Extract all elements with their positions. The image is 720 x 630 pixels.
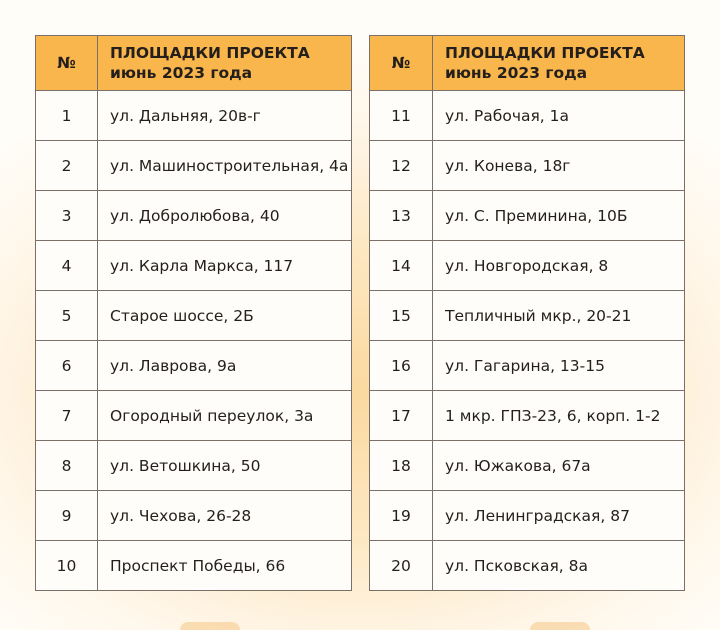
row-number: 16 — [370, 341, 433, 391]
number-column-header: № — [370, 36, 433, 91]
header-subtitle: июнь 2023 года — [110, 64, 253, 82]
header-title: ПЛОЩАДКИ ПРОЕКТА — [445, 44, 645, 62]
table-row — [36, 141, 352, 191]
table-row — [36, 241, 352, 291]
row-number: 6 — [36, 341, 98, 391]
table-row — [36, 291, 352, 341]
table-row — [370, 391, 685, 441]
row-number: 18 — [370, 441, 433, 491]
table-row — [370, 291, 685, 341]
site-address: Старое шоссе, 2Б — [98, 291, 352, 341]
site-address: ул. Новгородская, 8 — [433, 241, 685, 291]
header-subtitle: июнь 2023 года — [445, 64, 588, 82]
site-address: Огородный переулок, 3а — [98, 391, 352, 441]
table-row — [370, 91, 685, 141]
site-address: ул. Южакова, 67а — [433, 441, 685, 491]
row-number: 15 — [370, 291, 433, 341]
table-header-row — [36, 36, 352, 91]
row-number: 9 — [36, 491, 98, 541]
row-number: 19 — [370, 491, 433, 541]
header-title: ПЛОЩАДКИ ПРОЕКТА — [110, 44, 310, 62]
table-row — [36, 391, 352, 441]
site-address: ул. Ветошкина, 50 — [98, 441, 352, 491]
table-row — [36, 341, 352, 391]
table-row — [370, 541, 685, 591]
table-header-row — [370, 36, 685, 91]
table-row — [36, 491, 352, 541]
site-address: ул. Чехова, 26-28 — [98, 491, 352, 541]
decorative-shape — [530, 622, 590, 630]
site-address: ул. Гагарина, 13-15 — [433, 341, 685, 391]
site-address: Тепличный мкр., 20-21 — [433, 291, 685, 341]
row-number: 1 — [36, 91, 98, 141]
site-address: ул. Псковская, 8а — [433, 541, 685, 591]
row-number: 12 — [370, 141, 433, 191]
site-address: 1 мкр. ГПЗ-23, 6, корп. 1-2 — [433, 391, 685, 441]
table-row — [370, 441, 685, 491]
addresses-table-right — [369, 35, 685, 591]
table-row — [370, 491, 685, 541]
site-address: ул. Машиностроительная, 4а — [98, 141, 352, 191]
site-address: ул. Добролюбова, 40 — [98, 191, 352, 241]
number-column-header: № — [36, 36, 98, 91]
site-address: ул. Лаврова, 9а — [98, 341, 352, 391]
table-row — [370, 191, 685, 241]
row-number: 11 — [370, 91, 433, 141]
row-number: 14 — [370, 241, 433, 291]
table-row — [370, 141, 685, 191]
table-row — [36, 541, 352, 591]
site-address: ул. Карла Маркса, 117 — [98, 241, 352, 291]
addresses-table-left — [35, 35, 352, 591]
sites-column-header — [433, 36, 685, 91]
table-row — [36, 191, 352, 241]
table-row — [36, 441, 352, 491]
site-address: ул. Рабочая, 1а — [433, 91, 685, 141]
table-row — [370, 241, 685, 291]
site-address: Проспект Победы, 66 — [98, 541, 352, 591]
row-number: 13 — [370, 191, 433, 241]
row-number: 2 — [36, 141, 98, 191]
row-number: 4 — [36, 241, 98, 291]
row-number: 8 — [36, 441, 98, 491]
decorative-shape — [180, 622, 240, 630]
row-number: 20 — [370, 541, 433, 591]
row-number: 10 — [36, 541, 98, 591]
row-number: 3 — [36, 191, 98, 241]
row-number: 7 — [36, 391, 98, 441]
sites-column-header — [98, 36, 352, 91]
row-number: 5 — [36, 291, 98, 341]
table-row — [36, 91, 352, 141]
table-row — [370, 341, 685, 391]
site-address: ул. Конева, 18г — [433, 141, 685, 191]
site-address: ул. Дальняя, 20в-г — [98, 91, 352, 141]
row-number: 17 — [370, 391, 433, 441]
site-address: ул. Ленинградская, 87 — [433, 491, 685, 541]
site-address: ул. С. Преминина, 10Б — [433, 191, 685, 241]
